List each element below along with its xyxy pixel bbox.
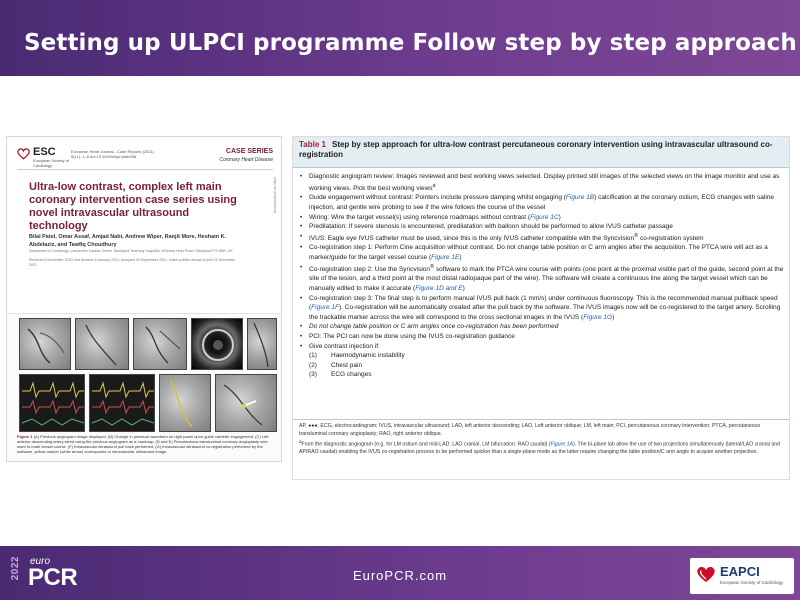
wire-drawing bbox=[160, 375, 211, 432]
figure-link[interactable]: Figure 1E bbox=[431, 254, 460, 262]
slide-title: Setting up ULPCI programme Follow step by step approach bbox=[24, 30, 797, 56]
vessel-drawing bbox=[76, 319, 129, 370]
heart-icon bbox=[17, 147, 30, 160]
paper-authors: Bilal Patel, Omar Assaf, Amjad Nabi, Andrew Wiper, Ranjit More, Hesham K. Abdelaziz, and Tawfiq Choudhury bbox=[29, 234, 227, 248]
paper-preview bbox=[6, 136, 282, 462]
footnote-a: $^a$From the diagnostic angiogram (e.g. for LM ostium and mid-LAD: LAO cranial, LM bifurcation: RAO caudal) (Figure 1A). The bi-plane lab allow the use of two projections simultaneously (lateral/LAO cranial and AP/RAO caudal) enabling the IVUS co-registration process to be performed quicker than a single-plane mode as the latter require changing the table position/C arm angle to acquire another projection. bbox=[299, 439, 780, 456]
year-label: 2022 bbox=[10, 556, 21, 581]
download-note: Downloaded from https bbox=[273, 177, 277, 213]
slide-footer bbox=[0, 546, 800, 600]
table-header-rule bbox=[293, 167, 789, 168]
paper-dates: Received 6 November 2020; first decision 8 January 2021; accepted 09 September 2021; online publish-ahead-of-print 11 November 2021 bbox=[29, 258, 235, 267]
list-item: • Guide engagement without contrast: Pointers include pressure damping whilst engaging (Figure 1B) calcification at the coronary ostium, ECG changes with saline injection, and gentle wire probing to see if the wire follows the course of the vessel bbox=[299, 193, 785, 212]
vessel-drawing bbox=[134, 319, 187, 370]
step-list bbox=[299, 172, 785, 380]
figure-caption-text: (A) Previous angiogram image displayed. (B) Change in pressure waveform on right panel upon guide catheter engagement. (C) Left anterior descending artery wired using the previous angiogram as a roadmap. (D and E) Percutaneous transluminal coronary angioplasty wire used to mark vessel course. (F) Intravascular ultrasound pull back performed. (G) Intravascular ultrasound co-registration performed by the software, yellow marker (white arrow) corresponds to intravascular ultrasound image. bbox=[17, 434, 269, 454]
esc-logo-text: ESC bbox=[33, 146, 56, 158]
list-item: • Predilatation: If severe stenosis is encountered, predilatation with balloon should be performed to allow IVUS catheter passage bbox=[299, 222, 785, 232]
ecg-panel-b bbox=[89, 374, 155, 432]
case-series-category: Coronary Heart Disease bbox=[219, 157, 273, 163]
header-divider bbox=[17, 169, 273, 170]
coregistration-panel bbox=[215, 374, 277, 432]
angiogram-panel-b bbox=[75, 318, 129, 370]
waveform-drawing bbox=[90, 375, 155, 432]
angiogram-panel-c bbox=[133, 318, 187, 370]
figure-caption-label: Figure 1 bbox=[17, 434, 33, 439]
list-item: • Do not change table position or C arm angles once co-registration has been performed bbox=[299, 322, 785, 332]
vessel-drawing bbox=[20, 319, 71, 370]
list-item: • Co-registration step 3: The final step is to perform manual IVUS pull back (1 mm/s) under continuous fluoroscopy. This is the recommended manual pullback speed (Figure 1F). Co-registration will be automatically created after the pull back by the software. The IVUS images now will be co-registered to the target artery. Scrolling the trackable marker across the wire will correspond to the cross sectional images in the IVUS (Figure 1G) bbox=[299, 294, 785, 323]
contrast-condition-list bbox=[309, 351, 785, 380]
list-item: • Co-registration step 1: Perform Cine acquisition without contrast. Do not change table position or C arm angles after the acquisition. The PTCA wire will act as a marker/guide for the target vessel course (Figure 1E) bbox=[299, 243, 785, 262]
list-item: • Give contrast injection if: (1) Haemodynamic instability (2) Chest pain (3) ECG changes bbox=[299, 342, 785, 380]
table-panel bbox=[292, 136, 790, 480]
table-header bbox=[293, 137, 789, 167]
table-footnotes bbox=[299, 423, 785, 457]
ecg-panel-a bbox=[19, 374, 85, 432]
contrast-condition: (3) ECG changes bbox=[309, 371, 372, 379]
coregistration-drawing bbox=[216, 375, 277, 432]
eapci-wordmark: EAPCI bbox=[720, 564, 760, 579]
figure-link[interactable]: Figure 1F bbox=[311, 304, 339, 312]
table-footer-rule bbox=[293, 419, 789, 420]
heart-icon bbox=[696, 564, 716, 584]
paper-header bbox=[7, 137, 281, 313]
list-item: • PCI: The PCI can now be done using the IVUS co-registration guidance bbox=[299, 332, 785, 342]
list-item: • Wiring: Wire the target vessel(s) using reference roadmaps without contrast (Figure 1C) bbox=[299, 213, 785, 223]
eapci-logo bbox=[690, 558, 794, 594]
paper-department: Department of Cardiology, Lancashire Cardiac Centre, Blackpool Teaching Hospitals, Whinney Heys Road, Blackpool FY3 8NR, UK bbox=[29, 249, 233, 253]
ivus-ring-drawing bbox=[192, 319, 243, 370]
figure-link[interactable]: Figure 1G bbox=[583, 313, 613, 321]
table-label: Table 1 bbox=[299, 140, 326, 149]
figure-link[interactable]: Figure 1D and E bbox=[415, 285, 463, 292]
figure-caption bbox=[17, 434, 273, 454]
waveform-drawing bbox=[20, 375, 85, 432]
slide-header bbox=[0, 0, 800, 76]
figure-link[interactable]: Figure 1A bbox=[550, 441, 574, 448]
case-series-label: CASE SERIES bbox=[225, 148, 273, 155]
website-link[interactable]: EuroPCR.com bbox=[352, 568, 448, 583]
journal-reference: European Heart Journal - Case Reports (2021) 5(11), 1–6 doi:10.1093/ehjcr/ytab398 bbox=[71, 149, 155, 159]
ivus-panel bbox=[191, 318, 243, 370]
vessel-drawing bbox=[248, 319, 277, 370]
list-item: • Co-registration step 2: Use the Syncvision® software to mark the PTCA wire course with points (one point at the proximal visible part of the guide, second point at the site of the lesion, and a third point at the most distal radiopaque part of the wire). The software will create a continuous line along the target vessel which can be manually edited to make it accurate (Figure 1D and E) bbox=[299, 263, 785, 294]
angiogram-panel-a bbox=[19, 318, 71, 370]
list-item: • Diagnostic angiogram review: Images reviewed and best working views selected. Display printed still images of the selected views on the image monitor and use as working views. Pick the best working views$^a$ bbox=[299, 172, 785, 193]
esc-logo bbox=[17, 147, 73, 168]
pcr-wordmark: PCR bbox=[28, 564, 78, 591]
angiogram-panel-d bbox=[247, 318, 277, 370]
figure-link[interactable]: Figure 1B bbox=[565, 194, 595, 202]
euro-wordmark: euro bbox=[30, 556, 51, 567]
list-item: • IVUS: Eagle eye IVUS catheter must be used, since this is the only IVUS catheter compatible with the Syncvision® co-registration system bbox=[299, 232, 785, 244]
abbreviations: AP, ●●●; ECG, electrocardiogram; IVUS, intravascular ultrasound; LAD, left anterior descending; LAO, Left anterior oblique; LM, left main; PCI, percutaneous coronary intervention; PTCA, percutaneous transluminal coronary angioplasty; RAO, right anterior oblique. bbox=[299, 423, 761, 437]
figure-link[interactable]: Figure 1C bbox=[530, 213, 559, 221]
figure-1 bbox=[7, 313, 281, 461]
esc-logo-subtitle: European Society of Cardiology bbox=[33, 158, 70, 168]
figure-panels bbox=[19, 318, 277, 432]
contrast-condition: (1) Haemodynamic instability bbox=[309, 352, 405, 360]
table-title: Step by step approach for ultra-low contrast percutaneous coronary intervention using intravascular ultrasound co-registration bbox=[299, 140, 773, 159]
contrast-condition: (2) Chest pain bbox=[309, 361, 363, 369]
eapci-subtitle: European Society of Cardiology bbox=[720, 580, 784, 585]
paper-title: Ultra-low contrast, complex left main coronary intervention case series using novel intravascular ultrasound technology bbox=[29, 181, 237, 232]
angiogram-panel-e bbox=[159, 374, 211, 432]
